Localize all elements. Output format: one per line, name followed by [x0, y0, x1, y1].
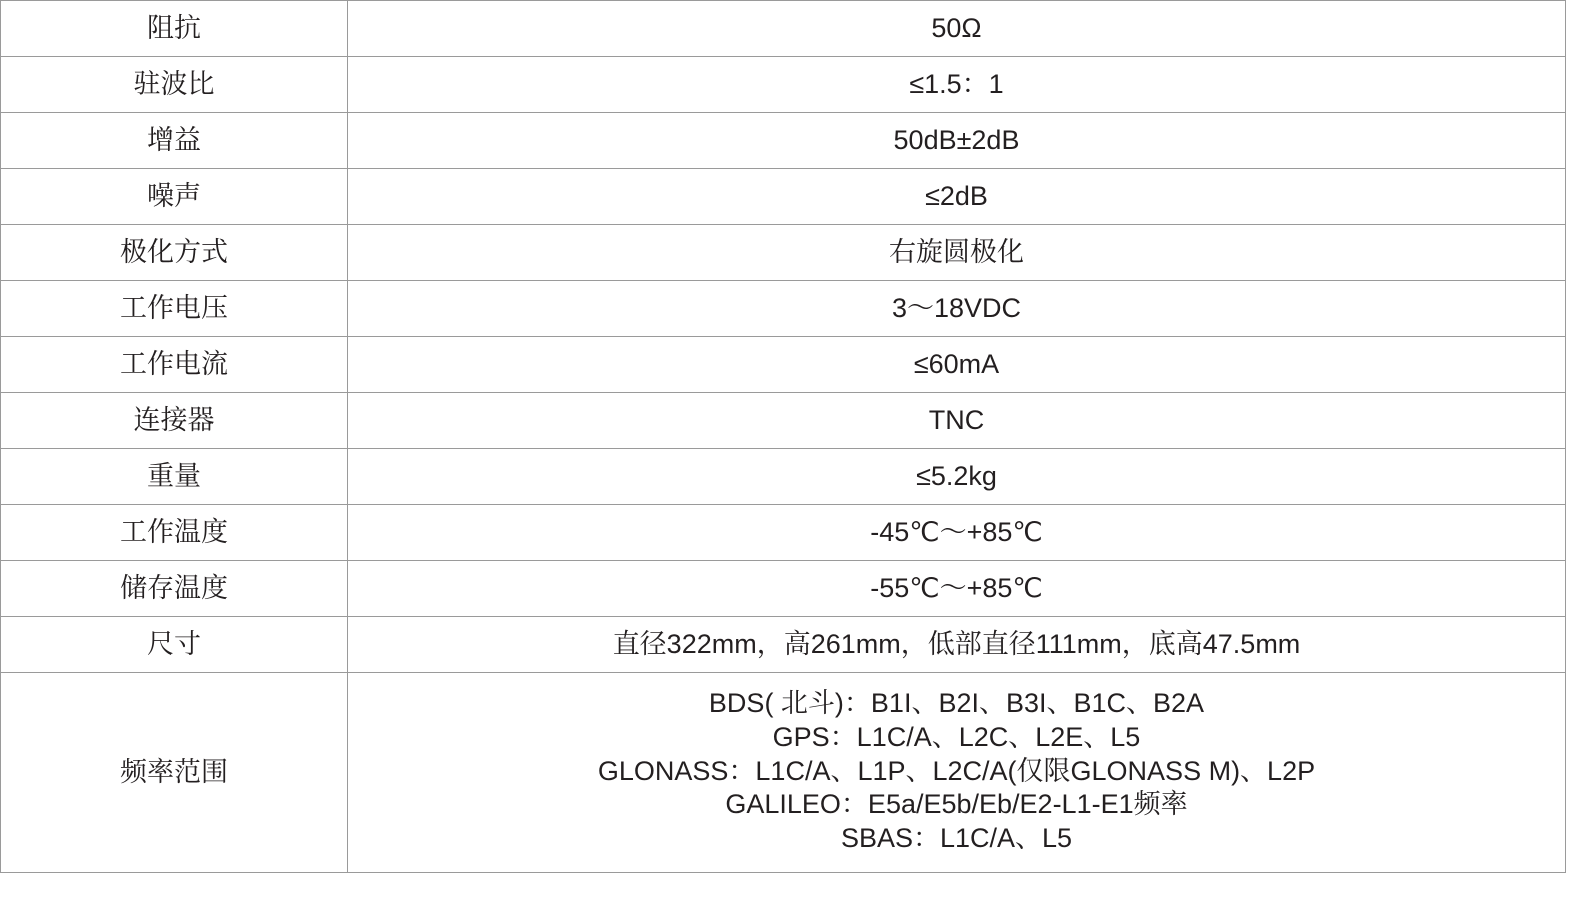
row-label: 储存温度	[1, 561, 348, 617]
frequency-line-bds: BDS( 北斗)：B1I、B2I、B3I、B1C、B2A	[708, 688, 1205, 718]
row-label: 工作电压	[1, 281, 348, 337]
table-row	[1, 617, 1566, 673]
frequency-line-sbas: SBAS：L1C/A、L5	[840, 823, 1073, 853]
row-label: 增益	[1, 113, 348, 169]
row-label: 驻波比	[1, 57, 348, 113]
table-row	[1, 225, 1566, 281]
table-row	[1, 505, 1566, 561]
row-value: -45℃～+85℃	[348, 505, 1566, 561]
row-value: 右旋圆极化	[348, 225, 1566, 281]
table-body	[1, 1, 1566, 873]
frequency-line-galileo: GALILEO：E5a/E5b/Eb/E2-L1-E1频率	[725, 789, 1188, 820]
row-value: 直径322mm，高261mm，低部直径111mm，底高47.5mm	[348, 617, 1566, 673]
row-value: ≤2dB	[348, 169, 1566, 225]
table-row	[1, 393, 1566, 449]
row-value: 50Ω	[348, 1, 1566, 57]
table-row	[1, 113, 1566, 169]
frequency-line-glonass: GLONASS：L1C/A、L1P、L2C/A(仅限GLONASS M)、L2P	[597, 755, 1316, 786]
row-value: ≤60mA	[348, 337, 1566, 393]
row-label: 工作电流	[1, 337, 348, 393]
row-label: 尺寸	[1, 617, 348, 673]
row-value: -55℃～+85℃	[348, 561, 1566, 617]
table-row-frequency	[1, 673, 1566, 873]
table-row	[1, 169, 1566, 225]
row-label: 工作温度	[1, 505, 348, 561]
row-value: ≤5.2kg	[348, 449, 1566, 505]
table-row	[1, 281, 1566, 337]
row-label: 重量	[1, 449, 348, 505]
table-row	[1, 561, 1566, 617]
frequency-value-cell	[348, 673, 1566, 873]
row-label: 噪声	[1, 169, 348, 225]
frequency-line-gps: GPS：L1C/A、L2C、L2E、L5	[772, 721, 1141, 752]
row-value: 50dB±2dB	[348, 113, 1566, 169]
row-value: ≤1.5：1	[348, 57, 1566, 113]
row-value: TNC	[348, 393, 1566, 449]
row-value: 3～18VDC	[348, 281, 1566, 337]
row-label: 频率范围	[1, 673, 348, 873]
table-row	[1, 337, 1566, 393]
row-label: 连接器	[1, 393, 348, 449]
table-row	[1, 1, 1566, 57]
table-row	[1, 57, 1566, 113]
row-label: 极化方式	[1, 225, 348, 281]
row-label: 阻抗	[1, 1, 348, 57]
table-row	[1, 449, 1566, 505]
